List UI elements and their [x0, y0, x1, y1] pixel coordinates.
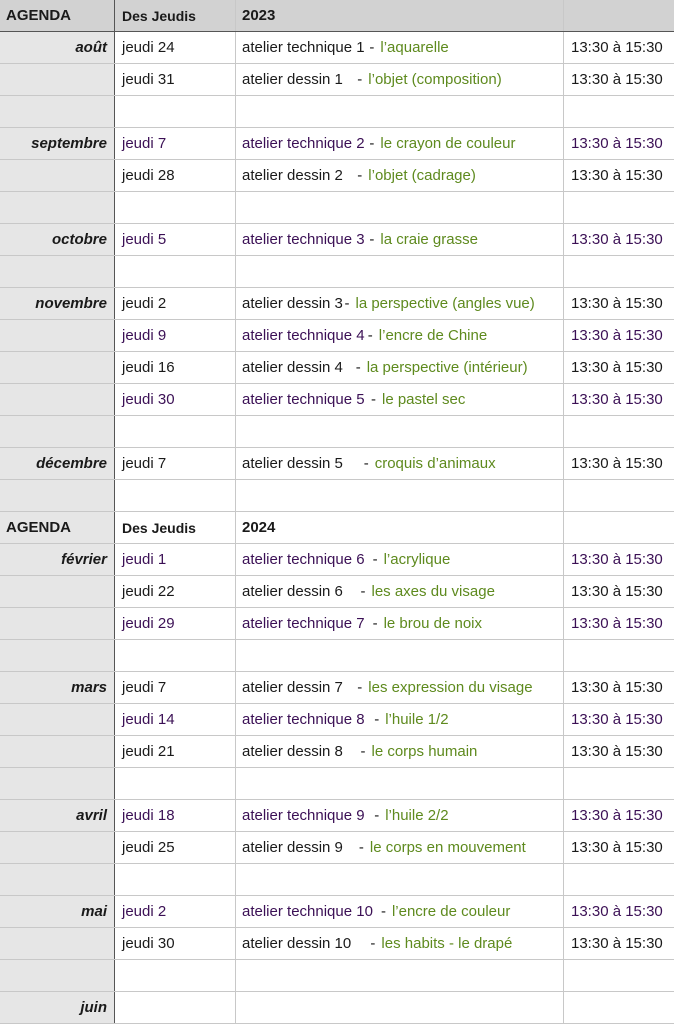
empty-cell	[114, 480, 235, 511]
spacer-row	[0, 768, 674, 800]
month-empty-cell	[0, 928, 114, 959]
time-cell[interactable]: 13:30 à 15:30	[563, 384, 674, 415]
month-row	[0, 992, 674, 1024]
time-cell[interactable]: 13:30 à 15:30	[563, 128, 674, 159]
agenda-title: AGENDA	[0, 512, 114, 543]
activity-cell[interactable]	[235, 832, 563, 863]
activity-separator: -	[372, 551, 378, 568]
time-cell[interactable]: 13:30 à 15:30	[563, 352, 674, 383]
spacer-row	[0, 96, 674, 128]
time-cell[interactable]: 13:30 à 15:30	[563, 608, 674, 639]
time-cell[interactable]: 13:30 à 15:30	[563, 64, 674, 95]
empty-cell	[114, 768, 235, 799]
activity-name: atelier technique 9	[242, 807, 365, 824]
activity-separator: -	[357, 167, 363, 184]
activity-name: atelier technique 5	[242, 391, 365, 408]
activity-separator: -	[363, 455, 369, 472]
activity-name: atelier dessin 8	[242, 743, 343, 760]
activity-separator: -	[360, 743, 366, 760]
month-label: août	[0, 32, 114, 63]
activity-separator: -	[367, 327, 373, 344]
table-row[interactable]	[0, 608, 674, 640]
day-cell[interactable]: jeudi 31	[114, 64, 235, 95]
activity-name: atelier dessin 9	[242, 839, 343, 856]
table-row[interactable]	[0, 736, 674, 768]
header-empty-cell	[563, 0, 674, 31]
activity-name: atelier dessin 3	[242, 295, 343, 312]
day-cell[interactable]: jeudi 25	[114, 832, 235, 863]
month-label: novembre	[0, 288, 114, 319]
day-cell[interactable]: jeudi 21	[114, 736, 235, 767]
time-cell[interactable]: 13:30 à 15:30	[563, 32, 674, 63]
spacer-row	[0, 864, 674, 896]
activity-description: l’encre de Chine	[378, 327, 488, 344]
table-row[interactable]	[0, 64, 674, 96]
time-cell[interactable]: 13:30 à 15:30	[563, 448, 674, 479]
activity-separator: -	[344, 295, 350, 312]
spacer-row	[0, 640, 674, 672]
month-empty-cell	[0, 352, 114, 383]
activity-cell[interactable]	[235, 544, 563, 575]
empty-cell	[235, 960, 563, 991]
empty-cell	[563, 192, 674, 223]
month-empty-cell	[0, 384, 114, 415]
activity-cell[interactable]	[235, 352, 563, 383]
time-cell[interactable]: 13:30 à 15:30	[563, 576, 674, 607]
activity-description: l’aquarelle	[380, 39, 449, 56]
month-label: avril	[0, 800, 114, 831]
activity-separator: -	[358, 839, 364, 856]
activity-description: l’huile 2/2	[385, 807, 449, 824]
empty-cell	[0, 960, 114, 991]
spacer-row	[0, 256, 674, 288]
empty-cell	[235, 416, 563, 447]
day-cell[interactable]: jeudi 28	[114, 160, 235, 191]
table-row[interactable]	[0, 544, 674, 576]
day-cell[interactable]: jeudi 2	[114, 896, 235, 927]
activity-cell[interactable]	[235, 288, 563, 319]
activity-cell[interactable]	[235, 160, 563, 191]
empty-cell	[235, 256, 563, 287]
time-cell[interactable]: 13:30 à 15:30	[563, 736, 674, 767]
table-row[interactable]	[0, 224, 674, 256]
activity-name: atelier technique 10	[242, 903, 373, 920]
spacer-row	[0, 960, 674, 992]
activity-separator: -	[369, 39, 375, 56]
activity-description: le crayon de couleur	[380, 135, 516, 152]
agenda-header-row	[0, 0, 674, 32]
activity-name: atelier dessin 4	[242, 359, 343, 376]
activity-description: les expression du visage	[368, 679, 533, 696]
activity-cell[interactable]	[235, 896, 563, 927]
activity-name: atelier technique 1	[242, 39, 365, 56]
activity-name: atelier dessin 10	[242, 935, 352, 952]
month-empty-cell	[0, 736, 114, 767]
activity-separator: -	[370, 935, 376, 952]
spacer-row	[0, 480, 674, 512]
empty-cell	[563, 960, 674, 991]
month-empty-cell	[0, 320, 114, 351]
activity-description: l’objet (composition)	[368, 71, 502, 88]
activity-name: atelier technique 2	[242, 135, 365, 152]
empty-cell	[114, 992, 235, 1023]
activity-separator: -	[369, 135, 375, 152]
month-label: mai	[0, 896, 114, 927]
day-cell[interactable]: jeudi 2	[114, 288, 235, 319]
agenda-year: 2024	[235, 512, 563, 543]
activity-cell[interactable]	[235, 704, 563, 735]
time-cell[interactable]: 13:30 à 15:30	[563, 672, 674, 703]
empty-cell	[235, 768, 563, 799]
agenda-header-row	[0, 512, 674, 544]
day-cell[interactable]: jeudi 18	[114, 800, 235, 831]
activity-cell[interactable]	[235, 576, 563, 607]
time-cell[interactable]: 13:30 à 15:30	[563, 224, 674, 255]
activity-description: les habits - le drapé	[381, 935, 513, 952]
activity-description: le pastel sec	[381, 391, 466, 408]
table-row[interactable]	[0, 576, 674, 608]
month-empty-cell	[0, 160, 114, 191]
empty-cell	[563, 992, 674, 1023]
activity-description: la craie grasse	[380, 231, 478, 248]
day-cell[interactable]: jeudi 7	[114, 448, 235, 479]
day-cell[interactable]: jeudi 7	[114, 128, 235, 159]
activity-description: la perspective (angles vue)	[355, 295, 535, 312]
activity-description: l’objet (cadrage)	[368, 167, 476, 184]
month-empty-cell	[0, 64, 114, 95]
empty-cell	[0, 864, 114, 895]
activity-description: les axes du visage	[371, 583, 495, 600]
activity-cell[interactable]	[235, 320, 563, 351]
spacer-row	[0, 192, 674, 224]
activity-name: atelier dessin 6	[242, 583, 343, 600]
activity-name: atelier dessin 1	[242, 71, 343, 88]
activity-separator: -	[355, 359, 361, 376]
day-cell[interactable]: jeudi 24	[114, 32, 235, 63]
day-cell[interactable]: jeudi 22	[114, 576, 235, 607]
activity-name: atelier technique 7	[242, 615, 365, 632]
activity-description: le corps en mouvement	[369, 839, 526, 856]
empty-cell	[563, 416, 674, 447]
activity-separator: -	[369, 231, 375, 248]
month-label: juin	[0, 992, 114, 1023]
activity-cell[interactable]	[235, 384, 563, 415]
time-cell[interactable]: 13:30 à 15:30	[563, 320, 674, 351]
activity-cell[interactable]	[235, 800, 563, 831]
activity-separator: -	[357, 71, 363, 88]
activity-name: atelier technique 8	[242, 711, 365, 728]
time-cell[interactable]: 13:30 à 15:30	[563, 288, 674, 319]
empty-cell	[114, 640, 235, 671]
activity-name: atelier technique 3	[242, 231, 365, 248]
empty-cell	[563, 768, 674, 799]
table-row[interactable]	[0, 32, 674, 64]
agenda-subtitle: Des Jeudis	[114, 0, 235, 31]
empty-cell	[114, 416, 235, 447]
activity-separator: -	[357, 679, 363, 696]
empty-cell	[235, 992, 563, 1023]
activity-separator: -	[374, 711, 380, 728]
day-cell[interactable]: jeudi 9	[114, 320, 235, 351]
activity-separator: -	[380, 903, 386, 920]
month-empty-cell	[0, 576, 114, 607]
activity-cell[interactable]	[235, 736, 563, 767]
month-empty-cell	[0, 608, 114, 639]
activity-name: atelier technique 4	[242, 327, 365, 344]
activity-description: l’huile 1/2	[385, 711, 449, 728]
month-label: octobre	[0, 224, 114, 255]
activity-cell[interactable]	[235, 448, 563, 479]
activity-cell[interactable]	[235, 928, 563, 959]
month-empty-cell	[0, 704, 114, 735]
month-label: septembre	[0, 128, 114, 159]
empty-cell	[0, 416, 114, 447]
day-cell[interactable]: jeudi 30	[114, 928, 235, 959]
table-row[interactable]	[0, 320, 674, 352]
activity-separator: -	[370, 391, 376, 408]
table-row[interactable]	[0, 160, 674, 192]
time-cell[interactable]: 13:30 à 15:30	[563, 704, 674, 735]
agenda-title: AGENDA	[0, 0, 114, 31]
time-cell[interactable]: 13:30 à 15:30	[563, 800, 674, 831]
activity-name: atelier dessin 5	[242, 455, 343, 472]
empty-cell	[235, 192, 563, 223]
empty-cell	[114, 864, 235, 895]
empty-cell	[235, 96, 563, 127]
month-label: décembre	[0, 448, 114, 479]
activity-name: atelier dessin 2	[242, 167, 343, 184]
time-cell[interactable]: 13:30 à 15:30	[563, 160, 674, 191]
activity-cell[interactable]	[235, 64, 563, 95]
table-row[interactable]	[0, 832, 674, 864]
day-cell[interactable]: jeudi 5	[114, 224, 235, 255]
table-row[interactable]	[0, 800, 674, 832]
empty-cell	[0, 640, 114, 671]
empty-cell	[114, 192, 235, 223]
activity-name: atelier technique 6	[242, 551, 365, 568]
table-row[interactable]	[0, 448, 674, 480]
day-cell[interactable]: jeudi 30	[114, 384, 235, 415]
time-cell[interactable]: 13:30 à 15:30	[563, 544, 674, 575]
table-row[interactable]	[0, 672, 674, 704]
day-cell[interactable]: jeudi 16	[114, 352, 235, 383]
empty-cell	[114, 960, 235, 991]
month-label: mars	[0, 672, 114, 703]
empty-cell	[0, 256, 114, 287]
empty-cell	[235, 864, 563, 895]
empty-cell	[563, 864, 674, 895]
activity-name: atelier dessin 7	[242, 679, 343, 696]
time-cell[interactable]: 13:30 à 15:30	[563, 896, 674, 927]
empty-cell	[114, 96, 235, 127]
activity-cell[interactable]	[235, 128, 563, 159]
activity-description: le corps humain	[371, 743, 478, 760]
activity-description: le brou de noix	[383, 615, 482, 632]
time-cell[interactable]: 13:30 à 15:30	[563, 832, 674, 863]
empty-cell	[563, 256, 674, 287]
table-row[interactable]	[0, 288, 674, 320]
table-row[interactable]	[0, 384, 674, 416]
activity-cell[interactable]	[235, 608, 563, 639]
day-cell[interactable]: jeudi 14	[114, 704, 235, 735]
activity-description: l’encre de couleur	[391, 903, 511, 920]
day-cell[interactable]: jeudi 29	[114, 608, 235, 639]
month-empty-cell	[0, 832, 114, 863]
empty-cell	[235, 480, 563, 511]
table-row[interactable]	[0, 896, 674, 928]
empty-cell	[0, 192, 114, 223]
agenda-subtitle: Des Jeudis	[114, 512, 235, 543]
table-row[interactable]	[0, 352, 674, 384]
activity-cell[interactable]	[235, 224, 563, 255]
empty-cell	[563, 480, 674, 511]
activity-separator: -	[372, 615, 378, 632]
agenda-year: 2023	[235, 0, 563, 31]
table-row[interactable]	[0, 928, 674, 960]
empty-cell	[0, 96, 114, 127]
activity-description: l’acrylique	[383, 551, 451, 568]
time-cell[interactable]: 13:30 à 15:30	[563, 928, 674, 959]
spacer-row	[0, 416, 674, 448]
activity-cell[interactable]	[235, 32, 563, 63]
table-row[interactable]	[0, 704, 674, 736]
table-row[interactable]	[0, 128, 674, 160]
activity-description: la perspective (intérieur)	[366, 359, 528, 376]
empty-cell	[0, 768, 114, 799]
day-cell[interactable]: jeudi 1	[114, 544, 235, 575]
empty-cell	[114, 256, 235, 287]
empty-cell	[0, 480, 114, 511]
activity-separator: -	[360, 583, 366, 600]
activity-cell[interactable]	[235, 672, 563, 703]
activity-description: croquis d’animaux	[374, 455, 496, 472]
header-empty-cell	[563, 512, 674, 543]
activity-separator: -	[374, 807, 380, 824]
month-label: février	[0, 544, 114, 575]
empty-cell	[235, 640, 563, 671]
empty-cell	[563, 640, 674, 671]
empty-cell	[563, 96, 674, 127]
day-cell[interactable]: jeudi 7	[114, 672, 235, 703]
